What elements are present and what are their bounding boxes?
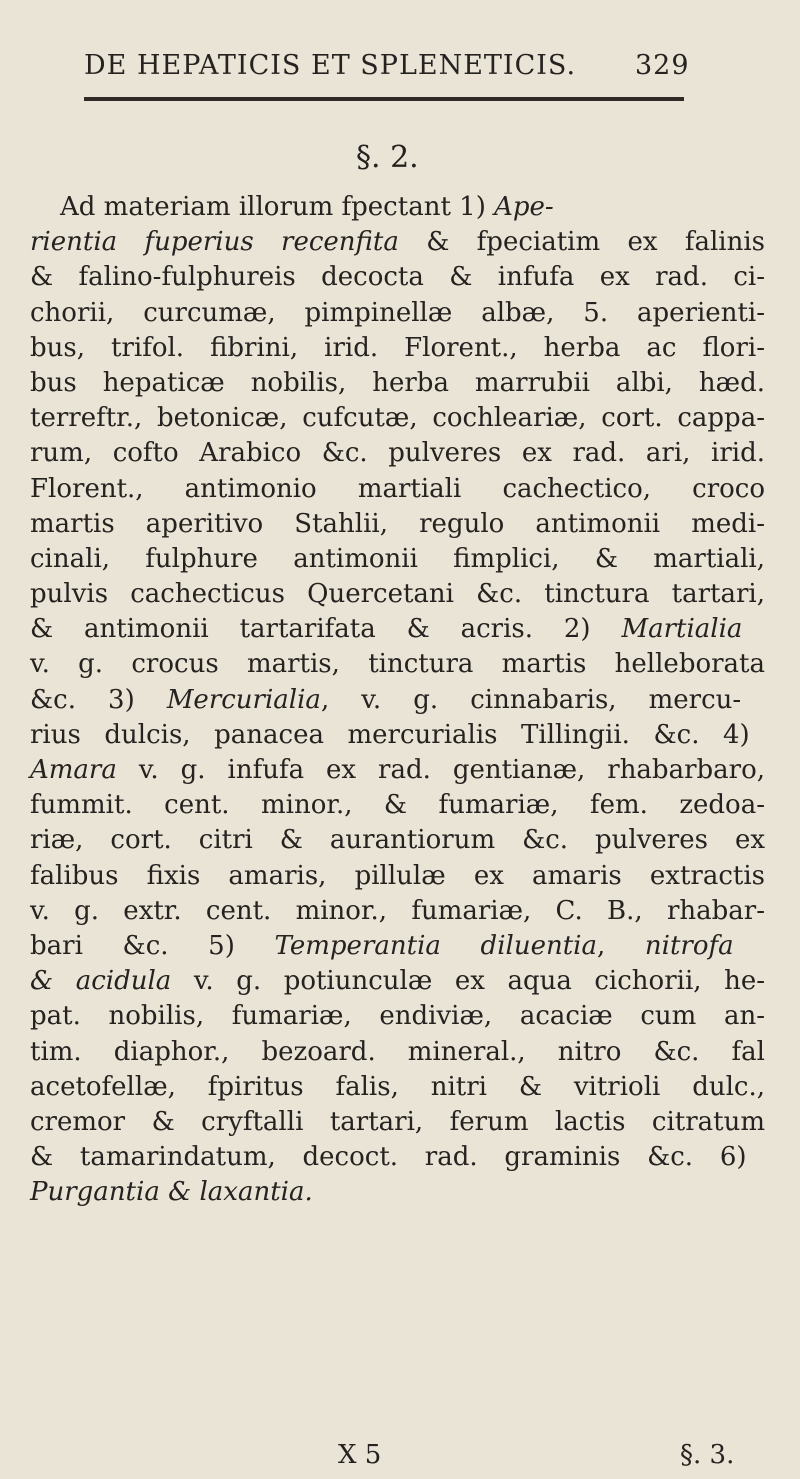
text-segment: falibus fixis amaris, pillulæ ex amaris extractis — [30, 860, 765, 891]
text-segment: pat. nobilis, fumariæ, endiviæ, acaciæ cum an- — [30, 1001, 765, 1032]
running-title: DE HEPATICIS ET SPLENETICIS. — [84, 50, 577, 81]
italic-segment: Martialia — [621, 614, 743, 645]
text-line — [30, 507, 790, 542]
text-line — [30, 401, 790, 436]
text-segment: bus, trifol. fibrini, irid. Florent., herba ac flori- — [30, 332, 765, 363]
text-line — [30, 577, 790, 612]
text-segment: v. g. infufa ex rad. gentianæ, rhabarbaro, — [116, 755, 765, 785]
text-line — [30, 1105, 790, 1140]
text-line — [30, 683, 790, 718]
text-segment: terreftr., betonicæ, cufcutæ, cochleariæ, cort. cappa- — [30, 403, 765, 434]
italic-segment: & acidula — [30, 966, 172, 997]
text-segment: rius dulcis, panacea mercurialis Tillingii. &c. 4) — [30, 719, 750, 750]
signature-mark: X 5 — [338, 1440, 382, 1470]
text-line — [30, 823, 790, 858]
text-segment: acetofellæ, fpiritus falis, nitri & vitrioli dulc., — [30, 1071, 765, 1102]
text-line — [30, 472, 790, 507]
italic-segment: Ape- — [494, 192, 554, 222]
text-line — [30, 1035, 790, 1070]
text-segment: cinali, fulphure antimonii fimplici, & martiali, — [30, 543, 765, 574]
text-segment: riæ, cort. citri & aurantiorum &c. pulveres ex — [30, 825, 765, 856]
header-rule — [84, 97, 684, 101]
text-segment: & fpeciatim ex falinis — [398, 227, 766, 258]
text-segment: v. g. extr. cent. minor., fumariæ, C. B., rhabar- — [30, 895, 765, 926]
text-segment: , — [596, 930, 645, 961]
text-segment: fummit. cent. minor., & fumariæ, fem. zedoa- — [30, 790, 765, 821]
text-line — [30, 718, 790, 753]
catchword: §. 3. — [680, 1440, 735, 1470]
text-line — [30, 1175, 790, 1210]
text-segment: &c. 3) — [30, 684, 167, 715]
text-line — [30, 331, 790, 366]
italic-segment: Temperantia diluentia — [274, 930, 597, 961]
text-segment: bus hepaticæ nobilis, herba marrubii albi, hæd. — [30, 367, 765, 398]
text-segment: Florent., antimonio martiali cachectico, croco — [30, 473, 765, 504]
text-line — [30, 612, 790, 647]
text-line — [30, 753, 790, 788]
text-segment: & antimonii tartarifata & acris. 2) — [30, 614, 622, 645]
body-text — [30, 190, 790, 1210]
text-line — [30, 366, 790, 401]
italic-segment: Amara — [30, 755, 117, 785]
text-line — [30, 929, 790, 964]
text-line — [30, 1140, 790, 1175]
text-segment: bari &c. 5) — [30, 930, 275, 961]
section-heading: §. 2. — [356, 140, 419, 175]
italic-segment: Mercurialia — [166, 684, 321, 715]
running-head — [84, 50, 690, 81]
text-line — [30, 788, 790, 823]
text-segment: , v. g. cinnabaris, mercu- — [320, 684, 742, 715]
text-segment: tim. diaphor., bezoard. mineral., nitro &c. fal — [30, 1036, 765, 1067]
page-number: 329 — [635, 50, 690, 81]
text-line — [30, 647, 790, 682]
text-segment: cremor & cryftalli tartari, ferum lactis citratum — [30, 1106, 765, 1137]
text-segment: & falino-fulphureis decocta & infufa ex rad. ci- — [30, 262, 765, 293]
text-segment: v. g. potiunculæ ex aqua cichorii, he- — [171, 966, 765, 997]
text-segment: martis aperitivo Stahlii, regulo antimonii medi- — [30, 508, 765, 539]
text-line — [30, 225, 790, 260]
text-line — [30, 999, 790, 1034]
text-segment: pulvis cachecticus Quercetani &c. tinctura tartari, — [30, 579, 765, 610]
italic-segment: Purgantia & laxantia. — [30, 1177, 313, 1208]
text-line — [30, 894, 790, 929]
text-line — [30, 542, 790, 577]
text-line — [30, 296, 790, 331]
italic-segment: nitrofa — [644, 930, 734, 961]
text-line — [30, 1070, 790, 1105]
text-segment: Ad materiam illorum fpectant 1) — [60, 192, 495, 222]
italic-segment: rientia fuperius recenfita — [30, 227, 399, 258]
text-segment: rum, cofto Arabico &c. pulveres ex rad. ari, irid. — [30, 438, 765, 469]
text-line — [30, 436, 790, 471]
text-line — [30, 260, 790, 295]
text-line — [30, 964, 790, 999]
text-segment: v. g. crocus martis, tinctura martis helleborata — [30, 649, 765, 680]
text-line — [30, 859, 790, 894]
text-segment: chorii, curcumæ, pimpinellæ albæ, 5. aperienti- — [30, 297, 765, 328]
text-line — [30, 190, 790, 225]
text-segment: & tamarindatum, decoct. rad. graminis &c. 6) — [30, 1142, 747, 1173]
